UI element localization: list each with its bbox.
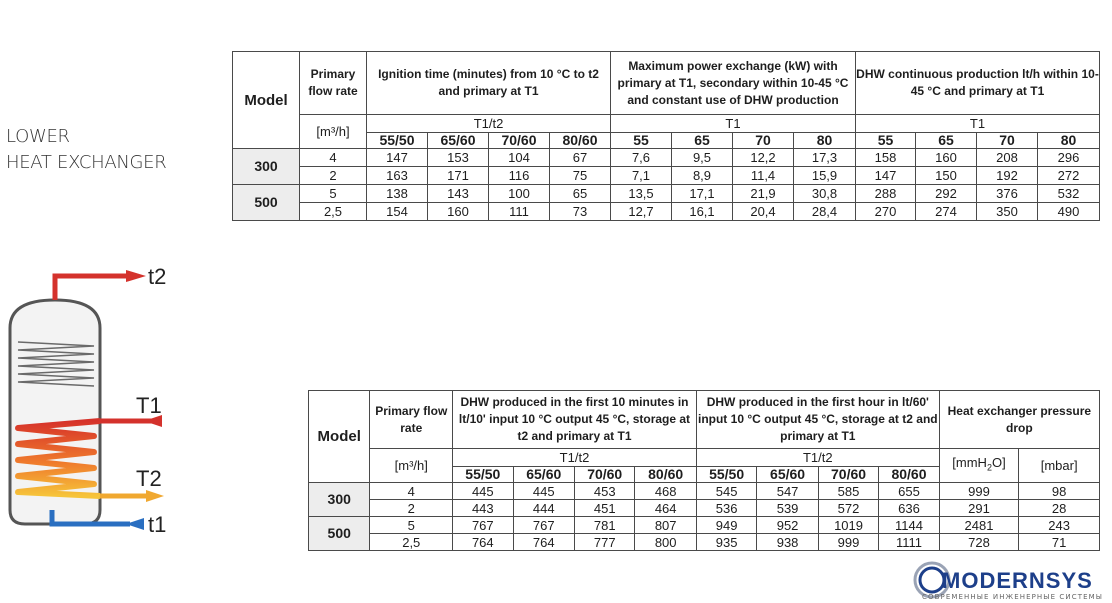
model-cell: 300 [233, 149, 300, 185]
value-cell: 98 [1019, 483, 1100, 500]
value-cell: 153 [428, 149, 489, 167]
value-cell: 160 [428, 203, 489, 221]
logo-wordmark: MODERNSYS [942, 568, 1093, 593]
value-cell: 2481 [939, 517, 1019, 534]
flow-rate-header: Primary flow rate [300, 52, 367, 115]
modernsys-logo [912, 560, 1112, 603]
value-cell: 532 [1038, 185, 1100, 203]
value-cell: 13,5 [611, 185, 672, 203]
model-cell: 500 [233, 185, 300, 221]
value-cell: 104 [489, 149, 550, 167]
t2-arrow-icon [126, 270, 146, 282]
value-cell: 291 [939, 500, 1019, 517]
label-t2: t2 [148, 264, 167, 289]
value-cell: 71 [1019, 534, 1100, 551]
value-cell: 952 [757, 517, 818, 534]
value-cell: 158 [856, 149, 916, 167]
flow-cell: 4 [370, 483, 453, 500]
ignition-performance-table [232, 51, 1100, 221]
model-header: Model [233, 52, 300, 149]
value-cell: 28,4 [794, 203, 856, 221]
flow-cell: 2,5 [300, 203, 367, 221]
value-cell: 585 [818, 483, 878, 500]
value-cell: 75 [550, 167, 611, 185]
value-cell: 764 [513, 534, 574, 551]
col-header: 70 [733, 133, 794, 149]
heading-line-2: HEAT EXCHANGER [6, 152, 167, 173]
col-header: 70/60 [574, 467, 634, 483]
value-cell: 143 [428, 185, 489, 203]
first-10-minutes-header: DHW produced in the first 10 minutes in lt/10' input 10 °C output 45 °C, storage at t2 and primary at T1 [453, 391, 697, 449]
value-cell: 11,4 [733, 167, 794, 185]
value-cell: 1019 [818, 517, 878, 534]
t1-arrow-icon [126, 518, 144, 530]
value-cell: 9,5 [672, 149, 733, 167]
value-cell: 999 [818, 534, 878, 551]
value-cell: 1144 [879, 517, 939, 534]
label-T2: T2 [136, 466, 162, 491]
label-T1: T1 [136, 393, 162, 418]
value-cell: 572 [818, 500, 878, 517]
power-exchange-header: Maximum power exchange (kW) with primary at T1, secondary within 10-45 °C and constant use of DHW production [611, 52, 856, 115]
value-cell: 147 [367, 149, 428, 167]
value-cell: 73 [550, 203, 611, 221]
model-header: Model [309, 391, 370, 483]
table-row [309, 517, 1100, 534]
value-cell: 938 [757, 534, 818, 551]
col-header: 70 [977, 133, 1038, 149]
table-row [309, 534, 1100, 551]
value-cell: 7,1 [611, 167, 672, 185]
col-header: 55/50 [453, 467, 513, 483]
unit-mmh2o: [mmH$_2$O] [939, 449, 1019, 483]
col-header: 80 [794, 133, 856, 149]
value-cell: 243 [1019, 517, 1100, 534]
dhw-production-table [308, 390, 1100, 551]
continuous-production-header: DHW continuous production lt/h within 10-45 °C and primary at T1 [856, 52, 1100, 115]
sub-header-t1-t2: T1/t2 [696, 449, 939, 467]
value-cell: 935 [696, 534, 756, 551]
value-cell: 17,1 [672, 185, 733, 203]
col-header: 55/50 [696, 467, 756, 483]
flow-cell: 2 [370, 500, 453, 517]
table-row [233, 167, 1100, 185]
flow-unit: [m³/h] [370, 449, 453, 483]
model-cell: 500 [309, 517, 370, 551]
sub-header-t1: T1 [611, 115, 856, 133]
value-cell: 444 [513, 500, 574, 517]
sub-header-t1-t2: T1/t2 [367, 115, 611, 133]
value-cell: 445 [453, 483, 513, 500]
value-cell: 8,9 [672, 167, 733, 185]
col-header: 65 [916, 133, 977, 149]
value-cell: 21,9 [733, 185, 794, 203]
value-cell: 15,9 [794, 167, 856, 185]
flow-cell: 5 [300, 185, 367, 203]
value-cell: 272 [1038, 167, 1100, 185]
value-cell: 468 [635, 483, 696, 500]
tank-diagram [0, 258, 200, 538]
col-header: 55/50 [367, 133, 428, 149]
pressure-drop-header: Heat exchanger pressure drop [939, 391, 1099, 449]
flow-cell: 5 [370, 517, 453, 534]
flow-cell: 2,5 [370, 534, 453, 551]
value-cell: 728 [939, 534, 1019, 551]
value-cell: 764 [453, 534, 513, 551]
col-header: 65/60 [513, 467, 574, 483]
flow-cell: 4 [300, 149, 367, 167]
unit-mbar: [mbar] [1019, 449, 1100, 483]
first-hour-header: DHW produced in the first hour in lt/60' input 10 °C output 45 °C, storage at t2 and primary at T1 [696, 391, 939, 449]
value-cell: 781 [574, 517, 634, 534]
T2-arrow-icon [146, 490, 164, 502]
value-cell: 451 [574, 500, 634, 517]
value-cell: 443 [453, 500, 513, 517]
value-cell: 547 [757, 483, 818, 500]
value-cell: 490 [1038, 203, 1100, 221]
model-cell: 300 [309, 483, 370, 517]
value-cell: 464 [635, 500, 696, 517]
value-cell: 17,3 [794, 149, 856, 167]
value-cell: 154 [367, 203, 428, 221]
value-cell: 777 [574, 534, 634, 551]
value-cell: 270 [856, 203, 916, 221]
value-cell: 767 [453, 517, 513, 534]
flow-rate-header: Primary flow rate [370, 391, 453, 449]
col-header: 65 [672, 133, 733, 149]
value-cell: 20,4 [733, 203, 794, 221]
value-cell: 453 [574, 483, 634, 500]
flow-cell: 2 [300, 167, 367, 185]
sub-header-t1: T1 [856, 115, 1100, 133]
col-header: 65/60 [757, 467, 818, 483]
value-cell: 288 [856, 185, 916, 203]
value-cell: 536 [696, 500, 756, 517]
flow-unit: [m³/h] [300, 115, 367, 149]
col-header: 65/60 [428, 133, 489, 149]
value-cell: 138 [367, 185, 428, 203]
value-cell: 150 [916, 167, 977, 185]
t2-pipe [55, 276, 132, 300]
value-cell: 67 [550, 149, 611, 167]
value-cell: 445 [513, 483, 574, 500]
value-cell: 7,6 [611, 149, 672, 167]
logo-tagline: СОВРЕМЕННЫЕ ИНЖЕНЕРНЫЕ СИСТЕМЫ [922, 593, 1104, 601]
ignition-time-header: Ignition time (minutes) from 10 °C to t2 and primary at T1 [367, 52, 611, 115]
value-cell: 376 [977, 185, 1038, 203]
value-cell: 12,2 [733, 149, 794, 167]
table-row [233, 149, 1100, 167]
value-cell: 28 [1019, 500, 1100, 517]
value-cell: 949 [696, 517, 756, 534]
heading-line-1: LOWER [6, 126, 70, 147]
value-cell: 111 [489, 203, 550, 221]
value-cell: 1111 [879, 534, 939, 551]
value-cell: 636 [879, 500, 939, 517]
col-header: 55 [611, 133, 672, 149]
col-header: 80/60 [879, 467, 939, 483]
value-cell: 100 [489, 185, 550, 203]
sub-header-t1-t2: T1/t2 [453, 449, 697, 467]
col-header: 80/60 [550, 133, 611, 149]
value-cell: 545 [696, 483, 756, 500]
value-cell: 807 [635, 517, 696, 534]
label-t1: t1 [148, 512, 167, 537]
table-row [233, 185, 1100, 203]
col-header: 80/60 [635, 467, 696, 483]
value-cell: 163 [367, 167, 428, 185]
value-cell: 192 [977, 167, 1038, 185]
value-cell: 292 [916, 185, 977, 203]
value-cell: 16,1 [672, 203, 733, 221]
value-cell: 999 [939, 483, 1019, 500]
section-heading [6, 124, 166, 176]
table-row [309, 500, 1100, 517]
table-row [233, 203, 1100, 221]
value-cell: 160 [916, 149, 977, 167]
value-cell: 147 [856, 167, 916, 185]
col-header: 80 [1038, 133, 1100, 149]
col-header: 70/60 [818, 467, 878, 483]
value-cell: 350 [977, 203, 1038, 221]
col-header: 55 [856, 133, 916, 149]
value-cell: 208 [977, 149, 1038, 167]
value-cell: 274 [916, 203, 977, 221]
value-cell: 655 [879, 483, 939, 500]
value-cell: 171 [428, 167, 489, 185]
table-row [309, 483, 1100, 500]
value-cell: 539 [757, 500, 818, 517]
value-cell: 296 [1038, 149, 1100, 167]
value-cell: 800 [635, 534, 696, 551]
col-header: 70/60 [489, 133, 550, 149]
value-cell: 116 [489, 167, 550, 185]
value-cell: 30,8 [794, 185, 856, 203]
value-cell: 65 [550, 185, 611, 203]
value-cell: 767 [513, 517, 574, 534]
value-cell: 12,7 [611, 203, 672, 221]
